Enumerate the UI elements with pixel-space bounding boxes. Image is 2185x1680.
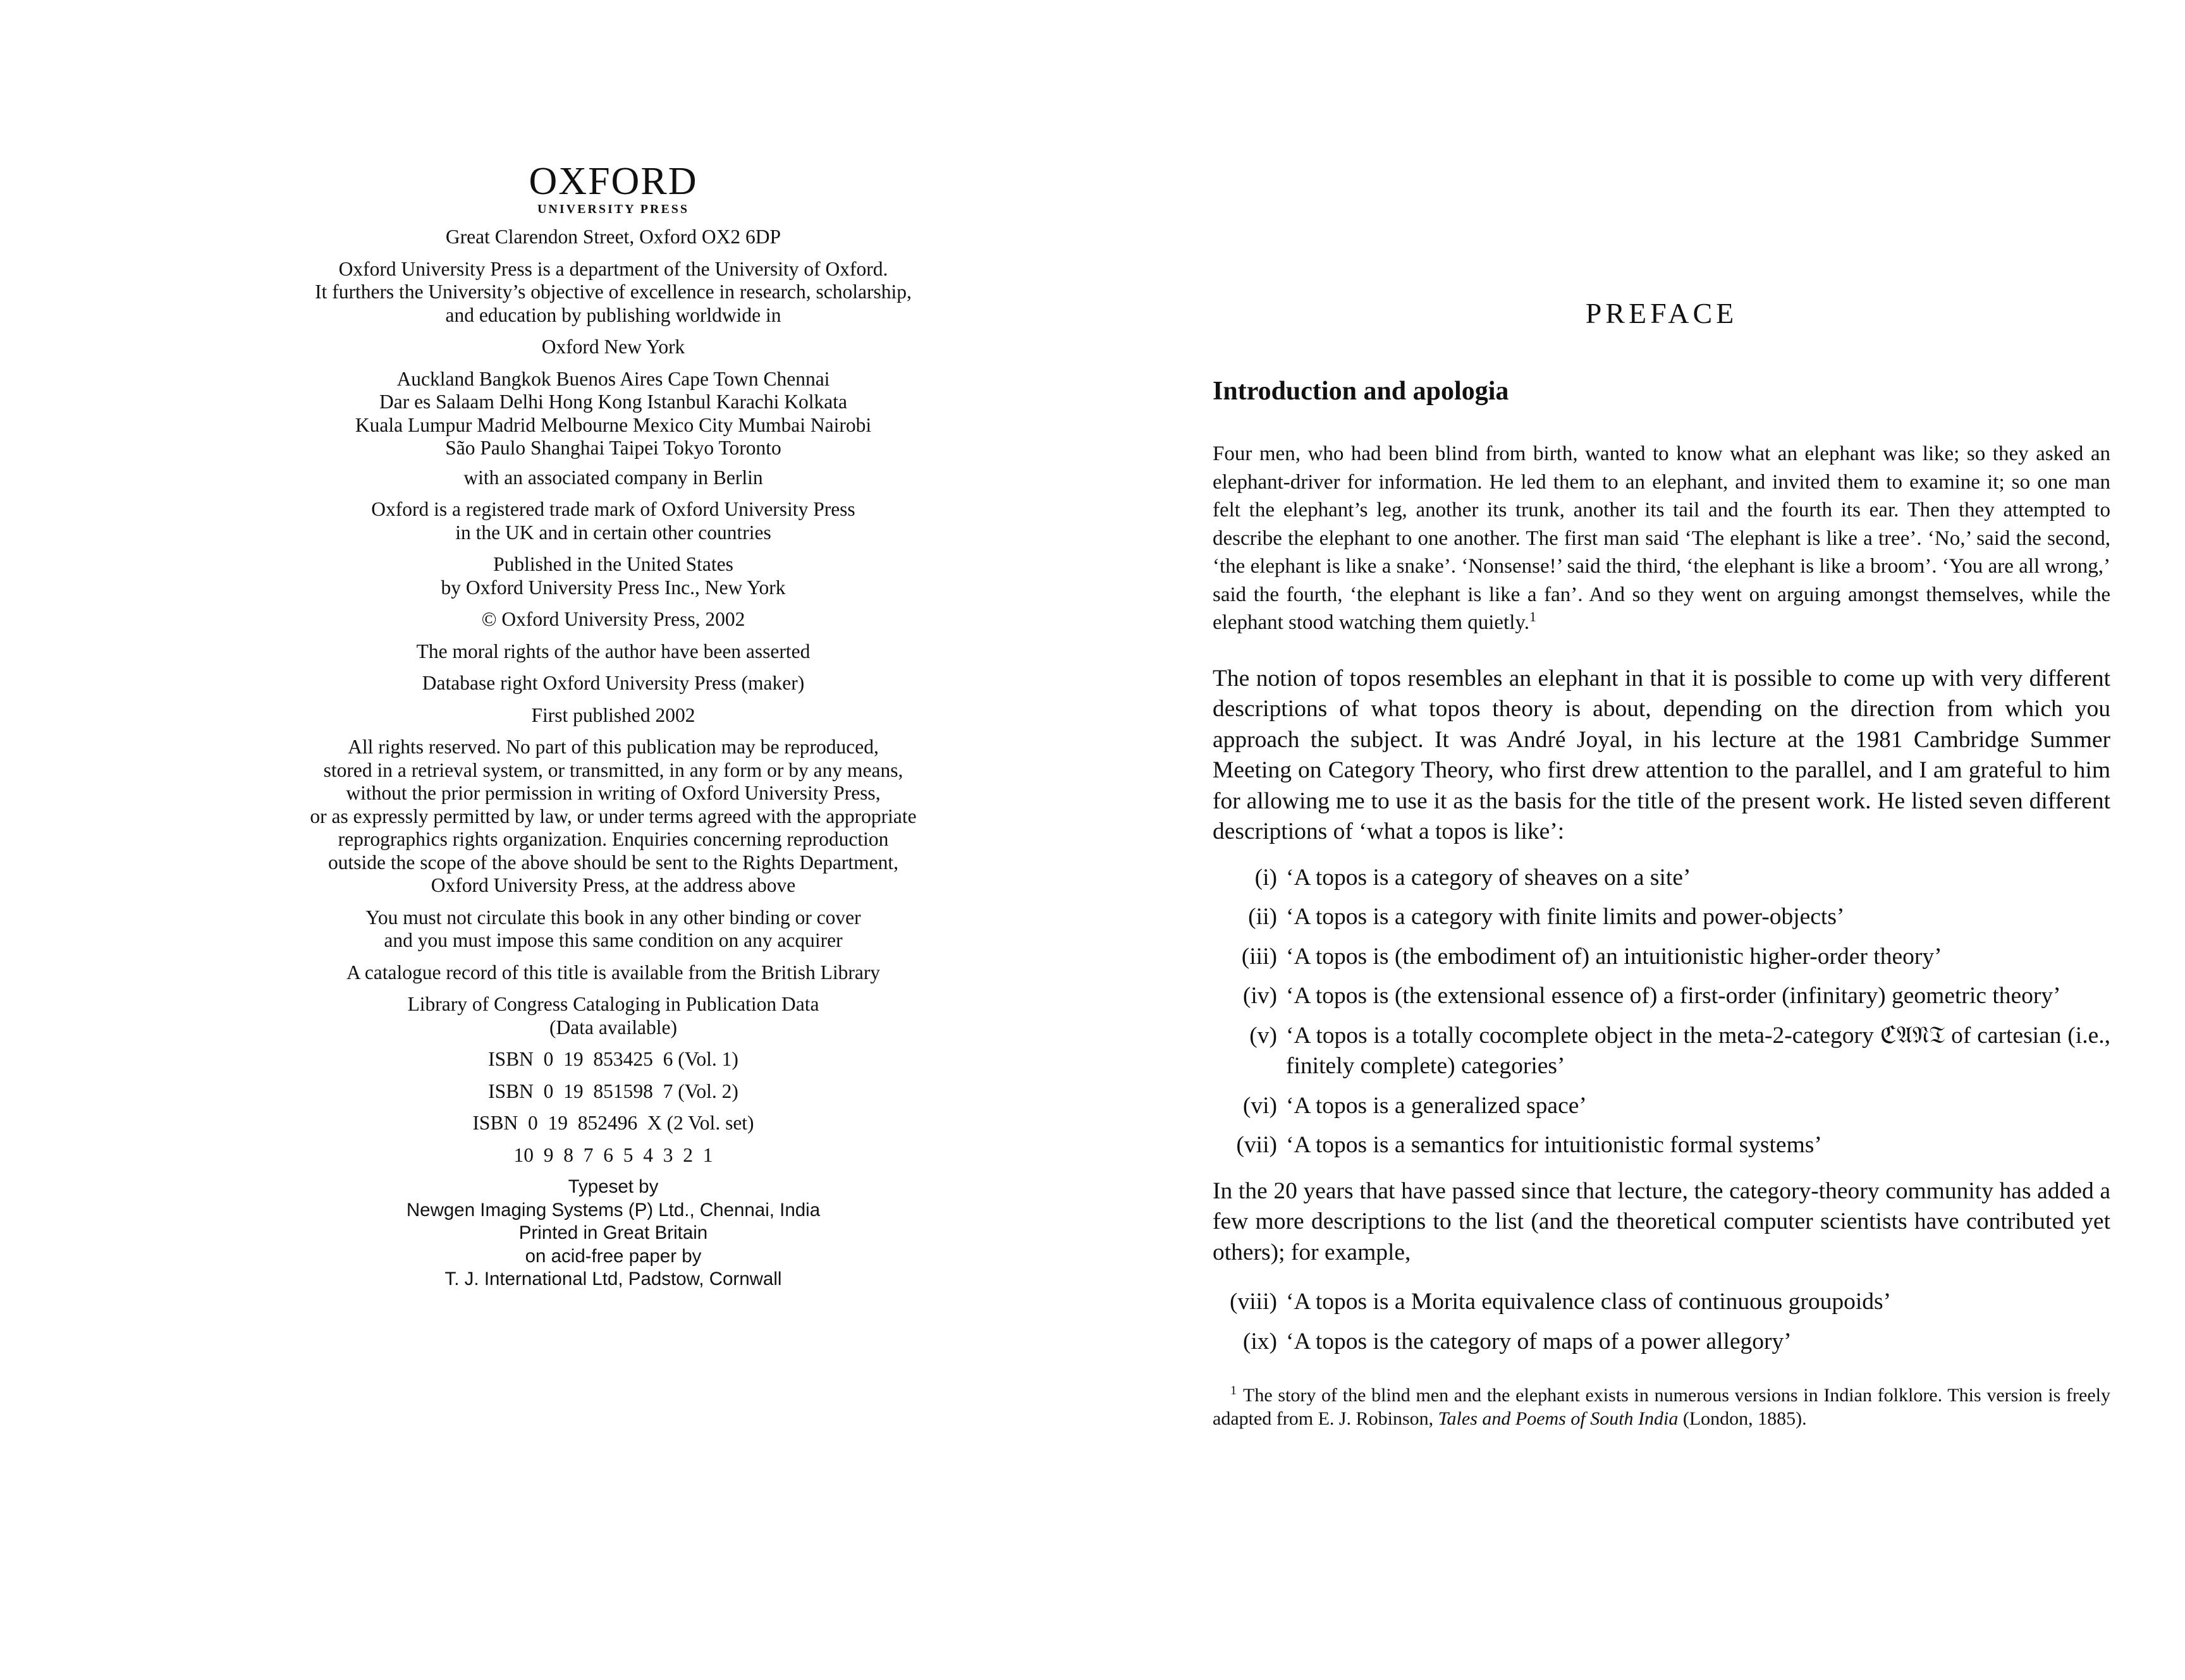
preface-page [1092,0,2185,1680]
list-item [1213,1327,2110,1358]
list-item-text: ‘A topos is a generalized space’ [1286,1092,1587,1119]
associated-line: with an associated company in Berlin [463,466,763,489]
list-item-number: (viii) [1230,1289,1277,1315]
list-item-number: (vi) [1242,1092,1277,1119]
published-line: Published in the United States [493,553,733,575]
circulation-line: You must not circulate this book in any other binding or cover [365,906,861,928]
cities-line: Auckland Bangkok Buenos Aires Cape Town Chennai [396,367,830,390]
moral-rights-line: The moral rights of the author have been asserted [416,640,811,662]
hq-cities-line: Oxford New York [541,336,685,358]
mission-line: It furthers the University’s objective of excellence in research, scholarship, [315,281,912,303]
associated-company [190,466,1037,490]
print-run [190,1144,1037,1167]
rights-line: stored in a retrieval system, or transmitted, in any form or by any means, [323,758,903,781]
footnote-text: The story of the blind men and the elephant exists in numerous versions in Indian folklore. This version is freely adapted from E. J. Robinson, [1213,1385,2110,1429]
list-item [1213,1130,2110,1161]
isbn-vol2 [190,1080,1037,1104]
rights-line: or as expressly permitted by law, or under terms agreed with the appropriate [310,805,917,827]
loc-line: (Data available) [549,1016,677,1038]
rights-line: without the prior permission in writing of Oxford University Press, [346,782,881,804]
list-item-number: (ix) [1242,1328,1277,1354]
imprint-page [0,0,1092,1680]
cities-line: Kuala Lumpur Madrid Melbourne Mexico City Mumbai Nairobi [355,413,872,436]
list-item-number: (i) [1254,864,1277,891]
footnote [1213,1384,2110,1430]
topos-notion-paragraph: The notion of topos resembles an elephant in that it is possible to come up with very different descriptions of what topos theory is about, depending on the direction from which you approach the subject. It was André Joyal, in his lecture at the 1981 Cambridge Summer Meeting on Category Theory, who first drew attention to the parallel, and I am grateful to him for allowing me to use it as the basis for the title of the present work. He listed seven different descriptions of ‘what a topos is like’: [1213,665,2110,844]
rights-line: reprographics rights organization. Enquiries concerning reproduction [338,828,889,850]
list-item [1213,981,2110,1012]
trademark-line: in the UK and in certain other countries [455,521,771,544]
catalogue-line: A catalogue record of this title is available from the British Library [346,961,881,983]
typeset-line: on acid-free paper by [525,1245,702,1267]
list-item-number: (vii) [1236,1132,1277,1158]
list-item-text: ‘A topos is (the extensional essence of) a first-order (infinitary) geometric theory’ [1286,983,2061,1009]
list-item-text: ‘A topos is the category of maps of a power allegory’ [1286,1328,1792,1354]
list-item [1213,863,2110,894]
typeset-line: T. J. International Ltd, Padstow, Cornwall [444,1269,782,1289]
cities-line: Dar es Salaam Delhi Hong Kong Istanbul Karachi Kolkata [379,391,848,413]
rights-line: All rights reserved. No part of this publication may be reproduced, [348,736,879,758]
office-cities [190,368,1037,460]
list-item [1213,1021,2110,1082]
list-item-text: ‘A topos is a semantics for intuitionistic formal systems’ [1286,1132,1822,1158]
publisher-logo: OXFORD [529,160,698,203]
footnote-reference[interactable]: 1 [1529,609,1536,624]
first-published-line: First published 2002 [531,703,695,726]
list-item [1213,942,2110,973]
elephant-story-paragraph [1213,440,2110,637]
hq-cities [190,336,1037,359]
typeset-line: Printed in Great Britain [518,1222,708,1243]
isbn-line: ISBN 0 19 853425 6 (Vol. 1) [488,1048,738,1070]
database-right-line: Database right Oxford University Press (maker) [422,672,805,694]
list-item [1213,902,2110,933]
joyal-descriptions-list [1213,863,2110,1161]
list-item [1213,1287,2110,1318]
mission-line: and education by publishing worldwide in [445,303,781,326]
typeset-line: Typeset by [568,1176,659,1197]
list-item-text: ‘A topos is a totally cocomplete object in the meta-2-category ℭ𝔄𝔑𝔗 of cartesian (i.e., finitely complete) categories’ [1286,1022,2110,1079]
list-item-number: (iii) [1241,943,1277,970]
imprint-block [190,161,1037,1300]
list-item [1213,1091,2110,1122]
rights-line: Oxford University Press, at the address above [431,874,796,896]
loc-line: Library of Congress Cataloging in Publication Data [407,993,819,1015]
moral-rights-notice [190,640,1037,664]
rights-reserved-notice [190,736,1037,898]
community-additions-paragraph: In the 20 years that have passed since that lecture, the category-theory community has added a few more descriptions to the list (and the theoretical computer scientists have contributed yet others); for example, [1213,1178,2110,1265]
list-item-text: ‘A topos is a category with finite limits and power-objects’ [1286,904,1845,930]
typeset-line: Newgen Imaging Systems (P) Ltd., Chennai, India [406,1199,821,1220]
circulation-notice [190,906,1037,953]
loc-notice [190,993,1037,1039]
trademark-notice [190,498,1037,544]
footnote-text-end: (London, 1885). [1678,1408,1807,1429]
list-item-number: (ii) [1248,904,1277,930]
list-item-text: ‘A topos is a Morita equivalence class of continuous groupoids’ [1286,1289,1892,1315]
mission-statement [190,258,1037,327]
preface-title: PREFACE [1585,297,1738,329]
section-heading: Introduction and apologia [1213,377,1509,406]
published-line: by Oxford University Press Inc., New York [441,576,786,599]
paragraph-text: Four men, who had been blind from birth, wanted to know what an elephant was like; so they asked an elephant-driver for information. He led them to an elephant, and invited them to examine it; so one man felt the elephant’s leg, another its trunk, another its tail and the fourth its ear. Then they attempted to describe the elephant to one another. The first man said ‘The elephant is like a tree’. ‘No,’ said the second, ‘the elephant is like a snake’. ‘Nonsense!’ said the third, ‘the elephant is like a broom’. ‘You are all wrong,’ said the fourth, ‘the elephant is like a fan’. And so they went on arguing amongst themselves, while the elephant stood watching them quietly. [1213,442,2110,634]
published-notice [190,553,1037,599]
isbn-line: ISBN 0 19 852496 X (2 Vol. set) [472,1112,754,1134]
address-line: Great Clarendon Street, Oxford OX2 6DP [445,226,781,248]
cities-line: São Paulo Shanghai Taipei Tokyo Toronto [445,437,781,459]
database-right-notice [190,672,1037,695]
list-item-text: ‘A topos is (the embodiment of) an intuitionistic higher-order theory’ [1286,943,1942,970]
first-published-notice [190,704,1037,727]
preface-block [1213,296,2110,1430]
list-item-number: (v) [1249,1022,1277,1049]
additional-descriptions-list [1213,1287,2110,1357]
list-item-number: (iv) [1242,983,1277,1009]
trademark-line: Oxford is a registered trade mark of Oxford University Press [371,498,855,520]
copyright-line: © Oxford University Press, 2002 [481,608,745,630]
publisher-address [190,226,1037,249]
publisher-logo-subtitle: UNIVERSITY PRESS [537,202,690,216]
print-run-line: 10 9 8 7 6 5 4 3 2 1 [513,1143,713,1166]
isbn-set [190,1112,1037,1135]
footnote-book-title: Tales and Poems of South India [1438,1408,1679,1429]
isbn-vol1 [190,1048,1037,1071]
typeset-notice [190,1176,1037,1291]
isbn-line: ISBN 0 19 851598 7 (Vol. 2) [488,1080,738,1102]
copyright-notice [190,608,1037,631]
mission-line: Oxford University Press is a department of the University of Oxford. [338,257,888,280]
footnote-mark: 1 [1230,1384,1237,1397]
circulation-line: and you must impose this same condition on any acquirer [384,929,843,951]
list-item-text: ‘A topos is a category of sheaves on a site’ [1286,864,1691,891]
rights-line: outside the scope of the above should be sent to the Rights Department, [328,851,898,873]
catalogue-notice [190,961,1037,985]
